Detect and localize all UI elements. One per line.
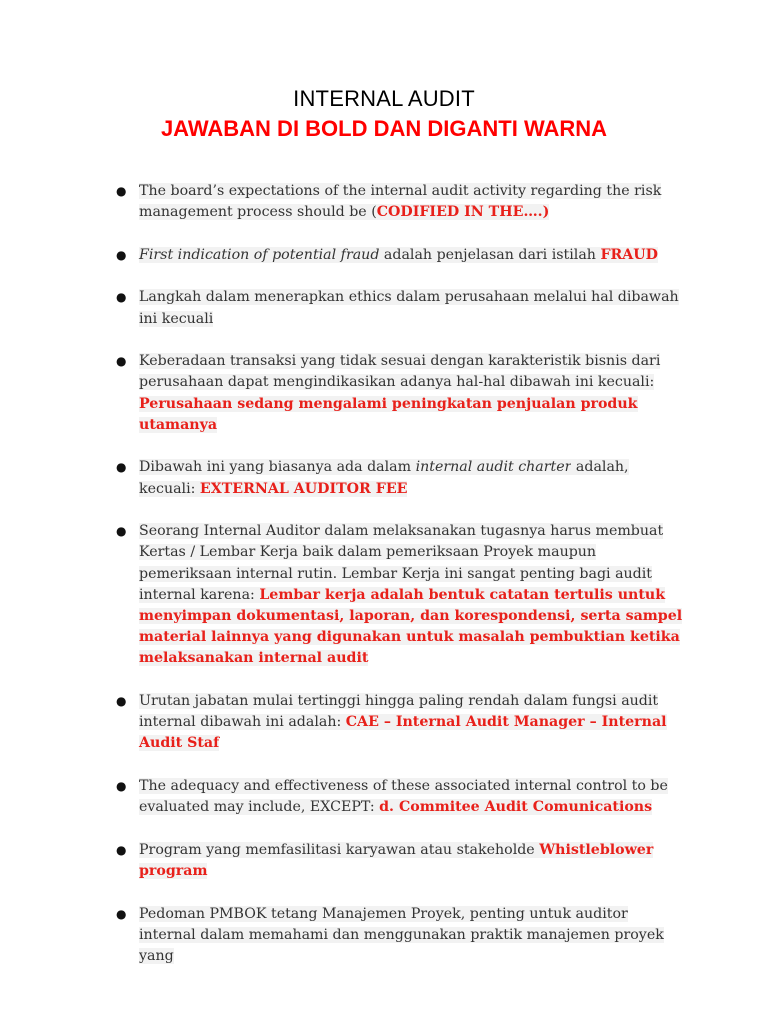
question-text: Dibawah ini yang biasanya ada dalam [139, 459, 416, 476]
list-item [116, 351, 684, 436]
question-text: Urutan jabatan mulai tertinggi hingga paling rendah dalam fungsi audit internal dibawah ini adalah: [139, 693, 659, 731]
list-item [116, 691, 684, 755]
list-item [116, 245, 684, 266]
bullet-icon: ● [116, 779, 127, 793]
question-italic-text: First indication of potential fraud [139, 246, 384, 263]
bullet-icon: ● [116, 842, 127, 857]
question-list [116, 181, 684, 989]
question-text: Langkah dalam menerapkan ethics dalam perusahaan melalui hal dibawah ini kecuali [139, 289, 679, 327]
question-text: The adequacy and effectiveness of these associated internal control to be evaluated may include, EXCEPT: [139, 778, 668, 816]
bullet-icon: ● [116, 247, 127, 262]
question-text: The board’s expectations of the internal audit activity regarding the risk management process should be ( [139, 183, 662, 221]
question-text: Program yang memfasilitasi karyawan atau stakeholde [139, 841, 540, 858]
bullet-icon: ● [116, 694, 127, 708]
list-item [116, 181, 684, 223]
list-item [116, 776, 684, 818]
answer-text: FRAUD [600, 246, 658, 263]
bullet-icon: ● [116, 460, 127, 475]
answer-text: CAE – Internal Audit Manager – Internal Audit Staf [139, 714, 667, 752]
bullet-icon: ● [116, 906, 127, 921]
document-subtitle: JAWABAN DI BOLD DAN DIGANTI WARNA [160, 116, 608, 141]
list-item [116, 287, 684, 329]
list-item [116, 840, 684, 882]
question-italic-text: internal audit charter [415, 459, 572, 476]
question-text-cont: adalah, kecuali: [139, 459, 629, 497]
document-title: INTERNAL AUDIT [293, 86, 475, 111]
bullet-icon: ● [116, 354, 127, 369]
answer-text: Perusahaan sedang mengalami peningkatan penjualan produk utamanya [139, 395, 638, 433]
answer-text: Lembar kerja adalah bentuk catatan tertulis untuk menyimpan dokumentasi, laporan, dan korespondensi, serta sampel material lainnya yang digunakan untuk masalah pembuktian ketika melaksanakan internal audit [139, 586, 683, 667]
bullet-icon: ● [116, 184, 127, 198]
question-text: Seorang Internal Auditor dalam melaksanakan tugasnya harus membuat Kertas / Lembar Kerja baik dalam pemeriksaan Proyek maupun pemeriksaan internal rutin. Lembar Kerja ini sangat penting bagi audit internal karena: [139, 523, 664, 603]
question-text: Keberadaan transaksi yang tidak sesuai dengan karakteristik bisnis dari perusahaan dapat mengindikasikan adanya hal-hal dibawah ini kecuali: [139, 353, 661, 391]
question-text: adalah penjelasan dari istilah [383, 246, 601, 263]
answer-text: Whistleblower program [139, 841, 654, 879]
question-text: Pedoman PMBOK tetang Manajemen Proyek, penting untuk auditor internal dalam memahami dan menggunakan praktik manajemen proyek yang [139, 905, 664, 964]
list-item [116, 457, 684, 499]
bullet-icon: ● [116, 290, 127, 305]
answer-text: CODIFIED IN THE….) [376, 204, 550, 221]
bullet-icon: ● [116, 524, 127, 539]
answer-text: EXTERNAL AUDITOR FEE [199, 480, 408, 497]
answer-text: d. Commitee Audit Comunications [379, 799, 653, 816]
list-item [116, 521, 684, 669]
list-item [116, 904, 684, 968]
